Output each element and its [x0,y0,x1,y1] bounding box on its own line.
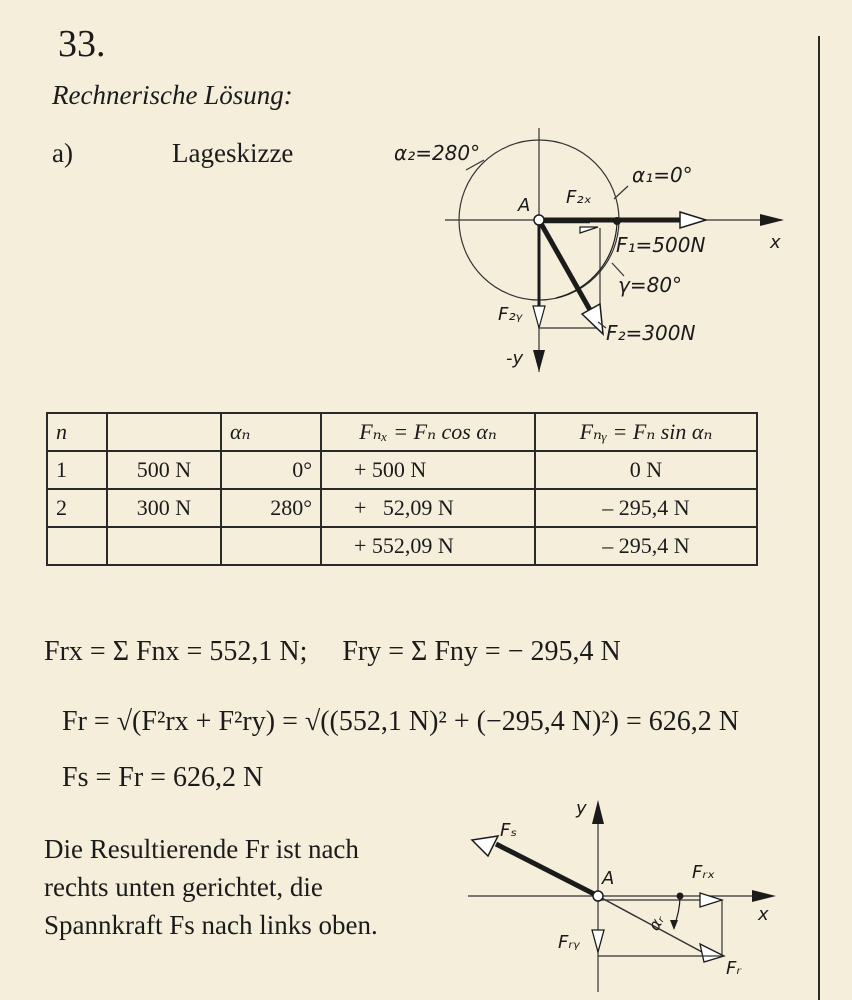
table-cell: – 295,4 N [535,527,757,565]
table-cell: 0 N [535,451,757,489]
neg-y-label: -y [506,348,524,369]
x-axis-label: x [758,904,769,925]
frx-label: Fᵣₓ [692,862,716,883]
table-cell: – 295,4 N [535,489,757,527]
table-header: n [47,413,107,451]
table-cell: 280° [221,489,321,527]
table-header: Fₙₓ = Fₙ cos αₙ [321,413,535,451]
f2x-label: F₂ₓ [566,187,592,208]
part-title: Lageskizze [172,138,294,168]
exercise-number: 33. [58,23,106,65]
position-sketch [0,0,852,400]
explanation-line: Spannkraft Fs nach links oben. [44,910,378,940]
table-cell: + 500 N [321,451,535,489]
table-cell [107,527,221,565]
table-cell: 1 [47,451,107,489]
table-cell: 0° [221,451,321,489]
alpha-r-label: αᵣ [644,911,669,934]
table-cell: + 52,09 N [321,489,535,527]
fs-label: Fₛ [500,820,518,841]
part-label: a) [52,138,73,168]
table-header-row [47,413,757,451]
y-axis-label: y [576,798,587,819]
table-header: αₙ [221,413,321,451]
table-header [107,413,221,451]
component-table [46,412,758,566]
f2-label: F₂=300N [606,321,696,345]
fry-label: Fᵣᵧ [558,932,580,953]
gamma-label: γ=80° [618,273,683,297]
alpha2-label: α₂=280° [394,141,481,165]
explanation-line: Die Resultierende Fr ist nach [44,834,359,864]
equation-resultant: Fr = √(F²rx + F²ry) = √((552,1 N)² + (−295,4 N)²) = 626,2 N [62,706,740,737]
table-cell: 300 N [107,489,221,527]
f2y-label: F₂ᵧ [498,304,523,325]
equation-spannkraft: Fs = Fr = 626,2 N [62,762,264,793]
table-header: Fₙᵧ = Fₙ sin αₙ [535,413,757,451]
table-row [47,527,757,565]
x-axis-label: x [770,232,781,253]
table-cell: + 552,09 N [321,527,535,565]
table-row [47,451,757,489]
section-subtitle: Rechnerische Lösung: [52,80,293,110]
table-row [47,489,757,527]
fr-label: Fᵣ [726,958,742,979]
table-cell: 500 N [107,451,221,489]
point-a-label: A [602,868,615,889]
table-cell: 2 [47,489,107,527]
resultant-sketch [0,780,852,1000]
explanation-line: rechts unten gerichtet, die [44,872,323,902]
table-cell [221,527,321,565]
point-a-label: A [518,195,531,216]
table-cell [47,527,107,565]
alpha1-label: α₁=0° [632,163,693,187]
equation-sums: Frx = Σ Fnx = 552,1 N; Fry = Σ Fny = − 295,4 N [44,636,621,667]
f1-label: F₁=500N [616,233,706,257]
